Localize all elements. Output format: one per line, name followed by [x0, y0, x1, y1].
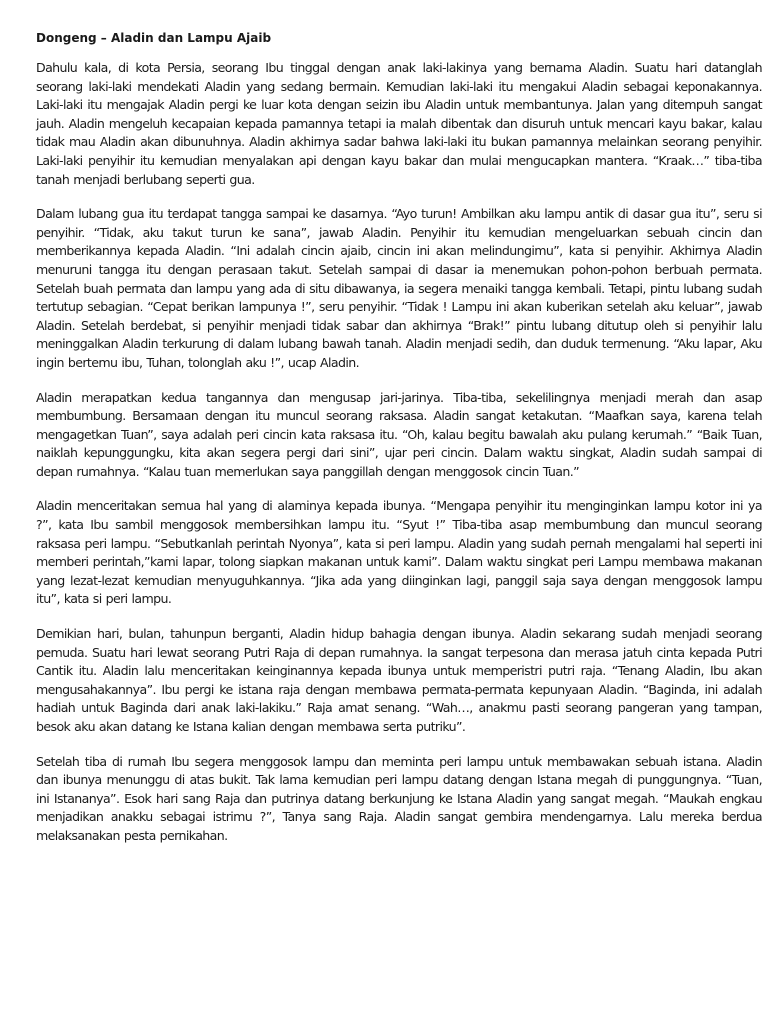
paragraph-4: Aladin menceritakan semua hal yang di alaminya kepada ibunya. “Mengapa penyihir itu menginginkan lampu kotor ini ya ?”, kata Ibu sambil menggosok membersihkan lampu itu. “Syut !” Tiba-tiba asap membumbung dan muncul seorang raksasa peri lampu. “Sebutkanlah perintah Nyonya”, kata si peri lampu. Aladin yang sudah pernah mengalami hal seperti ini memberi perintah,”kami lapar, tolong siapkan makanan untuk kami”. Dalam waktu singkat peri Lampu membawa makanan yang lezat-lezat kemudian menyuguhkannya. “Jika ada yang diinginkan lagi, panggil saja saya dengan menggosok lampu itu”, kata si peri lampu.: [36, 498, 762, 607]
paragraph-5: Demikian hari, bulan, tahunpun berganti, Aladin hidup bahagia dengan ibunya. Aladin sekarang sudah menjadi seorang pemuda. Suatu hari lewat seorang Putri Raja di depan rumahnya. Ia sangat terpesona dan merasa jatuh cinta kepada Putri Cantik itu. Aladin lalu menceritakan keinginannya kepada ibunya untuk memperistri putri raja. “Tenang Aladin, Ibu akan mengusahakannya”. Ibu pergi ke istana raja dengan membawa permata-permata kepunyaan Aladin. “Baginda, ini adalah hadiah untuk Baginda dari anak laki-lakiku.” Raja amat senang. “Wah…, anakmu pasti seorang pangeran yang tampan, besok aku akan datang ke Istana kalian dengan membawa serta putriku”.: [36, 626, 762, 734]
paragraph-2: Dalam lubang gua itu terdapat tangga sampai ke dasarnya. “Ayo turun! Ambilkan aku lampu antik di dasar gua itu”, seru si penyihir. “Tidak, aku takut turun ke sana”, jawab Aladin. Penyihir itu kemudian mengeluarkan sebuah cincin dan memberikannya kepada Aladin. “Ini adalah cincin ajaib, cincin ini akan melindungimu”, kata si penyihir. Akhirnya Aladin menuruni tangga itu dengan perasaan takut. Setelah sampai di dasar ia menemukan pohon-pohon berbuah permata. Setelah buah permata dan lampu yang ada di situ dibawanya, ia segera menaiki tangga kembali. Tetapi, pintu lubang sudah tertutup sebagian. “Cepat berikan lampunya !”, seru penyihir. “Tidak ! Lampu ini akan kuberikan setelah aku keluar”, jawab Aladin. Setelah berdebat, si penyihir menjadi tidak sabar dan akhirnya “Brak!” pintu lubang ditutup oleh si penyihir lalu meninggalkan Aladin terkurung di dalam lubang bawah tanah. Aladin menjadi sedih, dan duduk termenung. “Aku lapar, Aku ingin bertemu ibu, Tuhan, tolonglah aku !”, ucap Aladin.: [36, 206, 762, 370]
document-title: Dongeng – Aladin dan Lampu Ajaib: [36, 31, 272, 45]
paragraph-3: Aladin merapatkan kedua tangannya dan mengusap jari-jarinya. Tiba-tiba, sekelilingnya menjadi merah dan asap membumbung. Bersamaan dengan itu muncul seorang raksasa. Aladin sangat ketakutan. “Maafkan saya, karena telah mengagetkan Tuan”, saya adalah peri cincin kata raksasa itu. “Oh, kalau begitu bawalah aku pulang kerumah.” “Baik Tuan, naiklah kepunggungku, kita akan segera pergi dari sini”, ujar peri cincin. Dalam waktu singkat, Aladin sudah sampai di depan rumahnya. “Kalau tuan memerlukan saya panggillah dengan menggosok cincin Tuan.”: [36, 389, 762, 479]
document-page: [36, 29, 762, 862]
paragraph-1: Dahulu kala, di kota Persia, seorang Ibu tinggal dengan anak laki-lakinya yang bernama Aladin. Suatu hari datanglah seorang laki-laki mendekati Aladin yang sedang bermain. Kemudian laki-laki itu mengakui Aladin sebagai keponakannya. Laki-laki itu mengajak Aladin pergi ke luar kota dengan seizin ibu Aladin untuk membantunya. Jalan yang ditempuh sangat jauh. Aladin mengeluh kecapaian kepada pamannya tetapi ia malah dibentak dan disuruh untuk mencari kayu bakar, kalau tidak mau Aladin akan dibunuhnya. Aladin akhirnya sadar bahwa laki-laki itu bukan pamannya melainkan seorang penyihir. Laki-laki penyihir itu kemudian menyalakan api dengan kayu bakar dan mulai mengucapkan mantera. “Kraak…” tiba-tiba tanah menjadi berlubang seperti gua.: [36, 60, 762, 187]
paragraph-6: Setelah tiba di rumah Ibu segera menggosok lampu dan meminta peri lampu untuk membawakan sebuah istana. Aladin dan ibunya menunggu di atas bukit. Tak lama kemudian peri lampu datang dengan Istana megah di punggungnya. “Tuan, ini Istananya”. Esok hari sang Raja dan putrinya datang berkunjung ke Istana Aladin yang sangat megah. “Maukah engkau menjadikan anakku sebagai istrimu ?”, Tanya sang Raja. Aladin sangat gembira mendengarnya. Lalu mereka berdua melaksanakan pesta pernikahan.: [36, 753, 762, 843]
